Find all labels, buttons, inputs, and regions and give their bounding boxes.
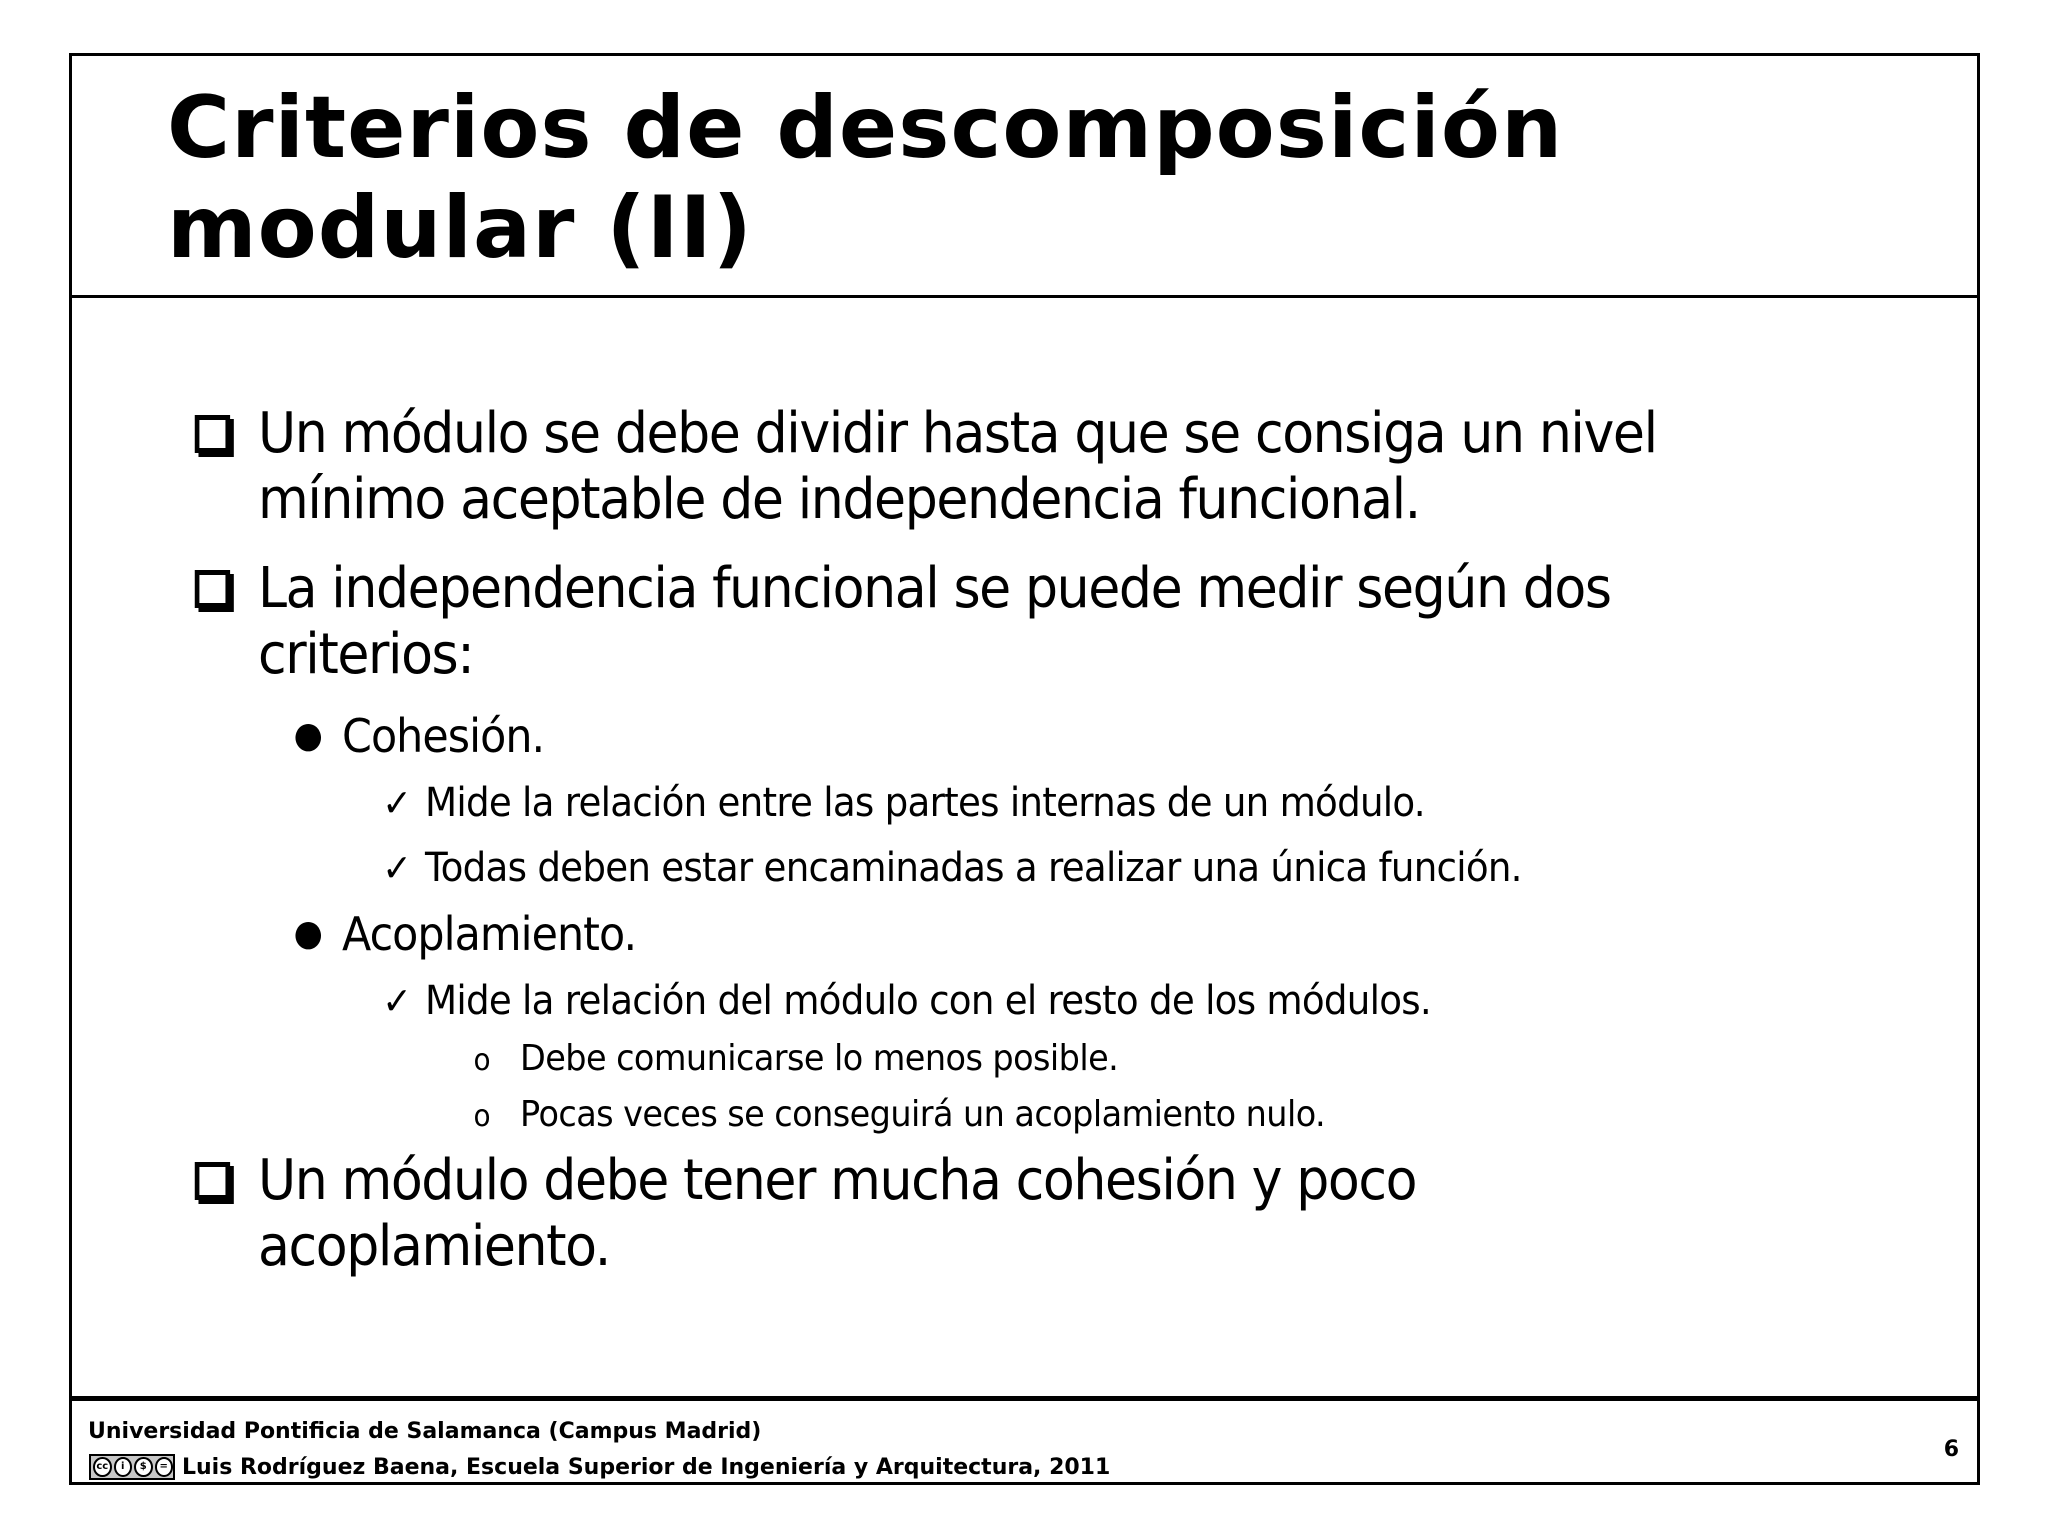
check-icon: ✓ [382, 781, 412, 825]
slide-frame [69, 53, 1980, 1485]
bullet-2-line-1: La independencia funcional se puede medir según dos [258, 556, 1611, 622]
bullet-3-line-2: acoplamiento. [258, 1214, 610, 1279]
dot-bullet-icon: ● [293, 913, 322, 954]
footer-author: Luis Rodríguez Baena, Escuela Superior de Ingeniería y Arquitectura, 2011 [182, 1455, 1111, 1480]
page-number: 6 [1943, 1437, 1959, 1462]
circle-item-1: o Debe comunicarse lo menos posible. [520, 1036, 1118, 1082]
bullet-1-line-1: Un módulo se debe dividir hasta que se consiga un nivel [258, 401, 1657, 467]
sub-bullet-cohesion: ● Cohesión. [293, 709, 545, 763]
bullet-2-line-2: criterios: [258, 622, 474, 687]
footer-institution: Universidad Pontificia de Salamanca (Campus Madrid) [88, 1419, 762, 1444]
bullet-3-line-1: Un módulo debe tener mucha cohesión y poco [258, 1148, 1416, 1214]
bullet-1-line-2: mínimo aceptable de independencia funcional. [258, 467, 1420, 532]
check-item-acoplamiento-1: ✓ Mide la relación del módulo con el resto de los módulos. [382, 978, 1431, 1024]
circle-item-2: o Pocas veces se conseguirá un acoplamiento nulo. [520, 1092, 1325, 1138]
circle-bullet-icon: o [473, 1099, 491, 1134]
circle-bullet-icon: o [473, 1043, 491, 1078]
slide-title: Criterios de descomposición modular (II) [167, 78, 1564, 278]
title-area [72, 56, 1977, 298]
check-icon: ✓ [382, 979, 412, 1023]
check-icon: ✓ [382, 846, 412, 890]
check-item-cohesion-2: ✓ Todas deben estar encaminadas a realizar una única función. [382, 845, 1522, 891]
sub-bullet-acoplamiento: ● Acoplamiento. [293, 907, 637, 961]
square-bullet-icon [195, 415, 230, 453]
square-bullet-icon [195, 1162, 230, 1200]
square-bullet-icon [195, 570, 230, 608]
creative-commons-icon: cc i $ = [89, 1454, 175, 1480]
check-item-cohesion-1: ✓ Mide la relación entre las partes internas de un módulo. [382, 780, 1425, 826]
footer-divider [72, 1396, 1977, 1401]
dot-bullet-icon: ● [293, 715, 322, 756]
